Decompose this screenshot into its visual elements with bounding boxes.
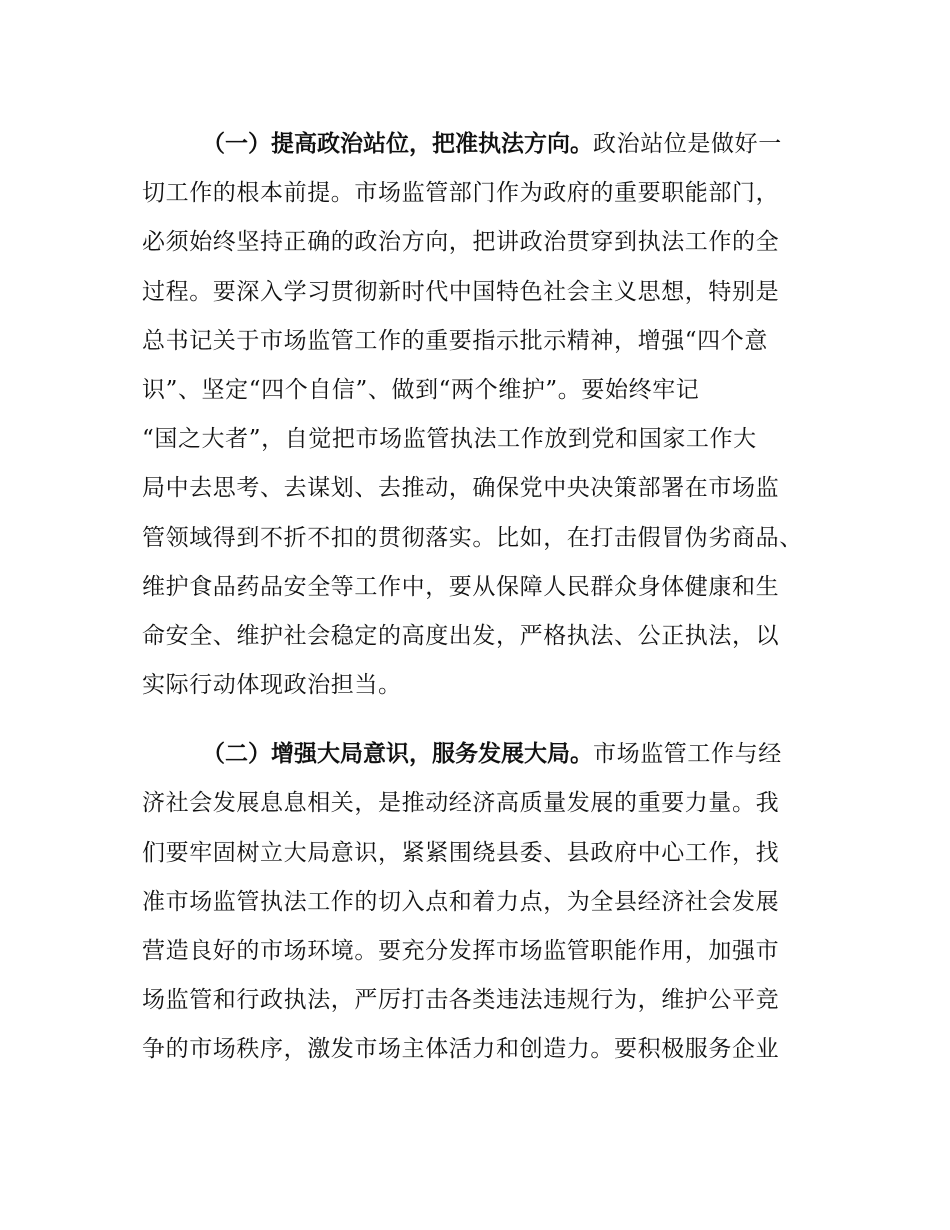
paragraph-line: 局中去思考、去谋划、去推动，确保党中央决策部署在市场监 [142, 475, 780, 502]
paragraph-2 [142, 730, 818, 1074]
paragraph-heading: （二）增强大局意识，服务发展大局。 [202, 741, 593, 768]
paragraph-first-line [142, 120, 818, 169]
paragraph-spacer [142, 710, 818, 730]
paragraph-line: 必须始终坚持正确的政治方向，把讲政治贯穿到执法工作的全 [142, 229, 780, 256]
document-body [142, 120, 818, 1075]
paragraph-line: “国之大者”，自觉把市场监管执法工作放到党和国家工作大 [142, 426, 757, 453]
paragraph-line: 切工作的根本前提。市场监管部门作为政府的重要职能部门， [142, 180, 780, 207]
paragraph-text: 政治站位是做好一 [593, 131, 782, 157]
paragraph-line: 命安全、维护社会稳定的高度出发，严格执法、公正执法，以 [142, 622, 780, 649]
paragraph-line: 过程。要深入学习贯彻新时代中国特色社会主义思想，特别是 [142, 278, 780, 305]
paragraph-line: 总书记关于市场监管工作的重要指示批示精神，增强“四个意 [142, 327, 768, 354]
paragraph-line: 准市场监管执法工作的切入点和着力点，为全县经济社会发展 [142, 888, 780, 915]
paragraph-1 [142, 120, 818, 710]
paragraph-line: 场监管和行政执法，严厉打击各类违法违规行为，维护公平竞 [142, 987, 780, 1014]
paragraph-line: 们要牢固树立大局意识，紧紧围绕县委、县政府中心工作，找 [142, 839, 780, 866]
paragraph-heading: （一）提高政治站位，把准执法方向。 [202, 131, 593, 157]
paragraph-line: 营造良好的市场环境。要充分发挥市场监管职能作用，加强市 [142, 938, 780, 964]
paragraph-line: 管领域得到不折不扣的贯彻落实。比如，在打击假冒伪劣商品、 [142, 524, 803, 551]
paragraph-line: 争的市场秩序，激发市场主体活力和创造力。要积极服务企业 [142, 1036, 780, 1063]
paragraph-first-line [142, 730, 818, 779]
paragraph-line: 济社会发展息息相关，是推动经济高质量发展的重要力量。我 [142, 790, 780, 817]
paragraph-line: 识”、坚定“四个自信”、做到“两个维护”。要始终牢记 [142, 376, 700, 403]
paragraph-line: 实际行动体现政治担当。 [142, 672, 402, 699]
paragraph-text: 市场监管工作与经 [593, 741, 782, 768]
paragraph-line: 维护食品药品安全等工作中，要从保障人民群众身体健康和生 [142, 573, 780, 600]
